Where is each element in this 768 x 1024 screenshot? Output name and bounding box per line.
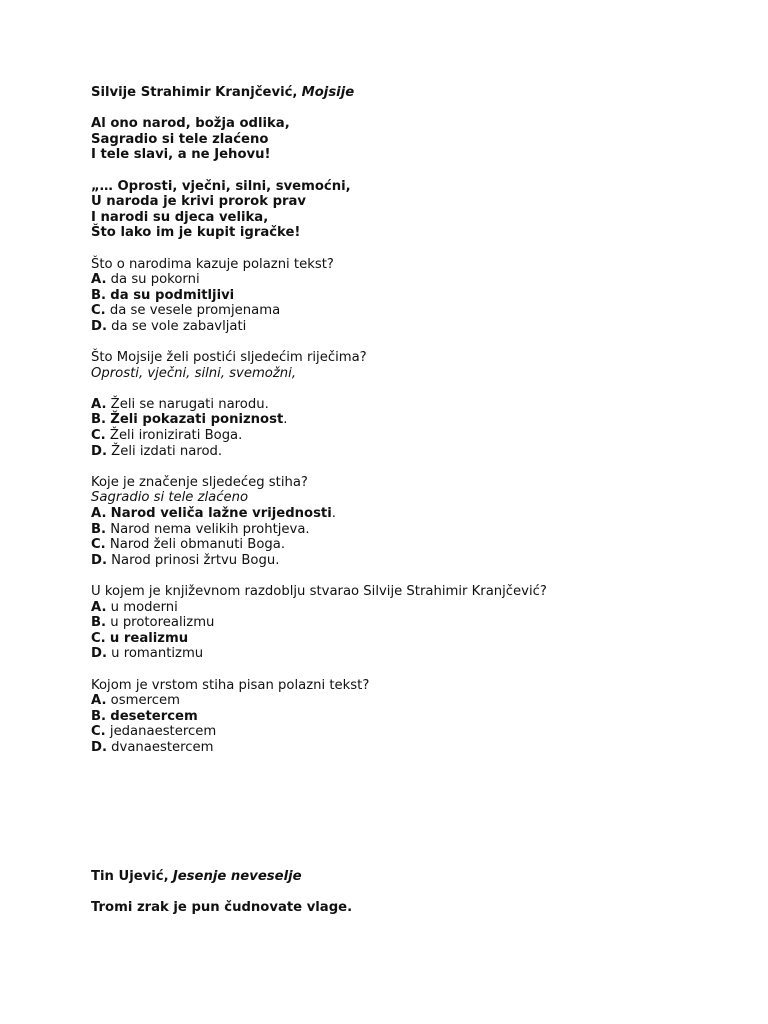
section1-author: Silvije Strahimir Kranjčević, bbox=[91, 85, 298, 100]
poem-line: „… Oprosti, vječni, silni, svemoćni, bbox=[91, 178, 351, 194]
section2-author: Tin Ujević, bbox=[91, 868, 169, 884]
question-3 bbox=[91, 475, 731, 569]
question-5 bbox=[91, 678, 731, 756]
answer-option-d: D. da se vole zabavljati bbox=[91, 318, 247, 334]
answer-option-c: C. u realizmu bbox=[91, 630, 189, 646]
poem-line: Sagradio si tele zlaćeno bbox=[91, 131, 269, 147]
poem-line: Al ono narod, božja odlika, bbox=[91, 116, 290, 132]
poem-stanza-1 bbox=[91, 116, 731, 163]
answer-option-c: C. jedanaestercem bbox=[91, 724, 217, 740]
answer-option-a: A. da su pokorni bbox=[91, 272, 200, 288]
document-content bbox=[91, 85, 731, 915]
poem-stanza-2 bbox=[91, 179, 731, 241]
question-text: Kojom je vrstom stiha pisan polazni tekst? bbox=[91, 677, 370, 693]
answer-option-a: A. Narod veliča lažne vrijednosti. bbox=[91, 506, 336, 522]
answer-option-a: A. osmercem bbox=[91, 693, 180, 709]
section2-work: Jesenje neveselje bbox=[172, 868, 302, 884]
answer-option-c: C. da se vesele promjenama bbox=[91, 303, 281, 319]
section2-title bbox=[91, 869, 731, 885]
answer-option-c: C. Narod želi obmanuti Boga. bbox=[91, 537, 286, 553]
question-4 bbox=[91, 584, 731, 662]
section1-work: Mojsije bbox=[301, 85, 355, 100]
question-quote: Oprosti, vječni, silni, svemožni, bbox=[91, 365, 297, 381]
answer-option-d: D. u romantizmu bbox=[91, 646, 204, 662]
poem-line: Tromi zrak je pun čudnovate vlage. bbox=[91, 899, 353, 915]
poem-line: I narodi su djeca velika, bbox=[91, 209, 269, 225]
question-text: Što o narodima kazuje polazni tekst? bbox=[91, 256, 334, 272]
poem-line: U naroda je krivi prorok prav bbox=[91, 194, 307, 210]
poem-stanza-section2 bbox=[91, 900, 731, 916]
answer-option-a: A. u moderni bbox=[91, 599, 178, 615]
poem-line: I tele slavi, a ne Jehovu! bbox=[91, 147, 271, 163]
section1-title bbox=[91, 85, 731, 101]
answer-option-b: B. da su podmitljivi bbox=[91, 287, 235, 303]
answer-option-b: B. Želi pokazati poniznost. bbox=[91, 412, 288, 428]
question-text: U kojem je književnom razdoblju stvarao Silvije Strahimir Kranjčević? bbox=[91, 584, 547, 599]
answer-option-b: B. desetercem bbox=[91, 708, 198, 724]
answer-option-d: D. Želi izdati narod. bbox=[91, 443, 223, 459]
question-1 bbox=[91, 257, 731, 335]
answer-option-b: B. u protorealizmu bbox=[91, 615, 215, 631]
answer-option-a: A. Želi se narugati narodu. bbox=[91, 396, 269, 412]
answer-option-c: C. Želi ironizirati Boga. bbox=[91, 428, 243, 444]
answer-option-b: B. Narod nema velikih prohtjeva. bbox=[91, 521, 310, 537]
poem-line: Što lako im je kupit igračke! bbox=[91, 225, 301, 241]
question-text: Koje je značenje sljedećeg stiha? bbox=[91, 474, 308, 490]
answer-option-d: D. dvanaestercem bbox=[91, 739, 214, 755]
question-quote: Sagradio si tele zlaćeno bbox=[91, 490, 249, 506]
question-2 bbox=[91, 350, 731, 459]
answer-option-d: D. Narod prinosi žrtvu Bogu. bbox=[91, 552, 280, 568]
question-text: Što Mojsije želi postići sljedećim riječima? bbox=[91, 350, 367, 366]
